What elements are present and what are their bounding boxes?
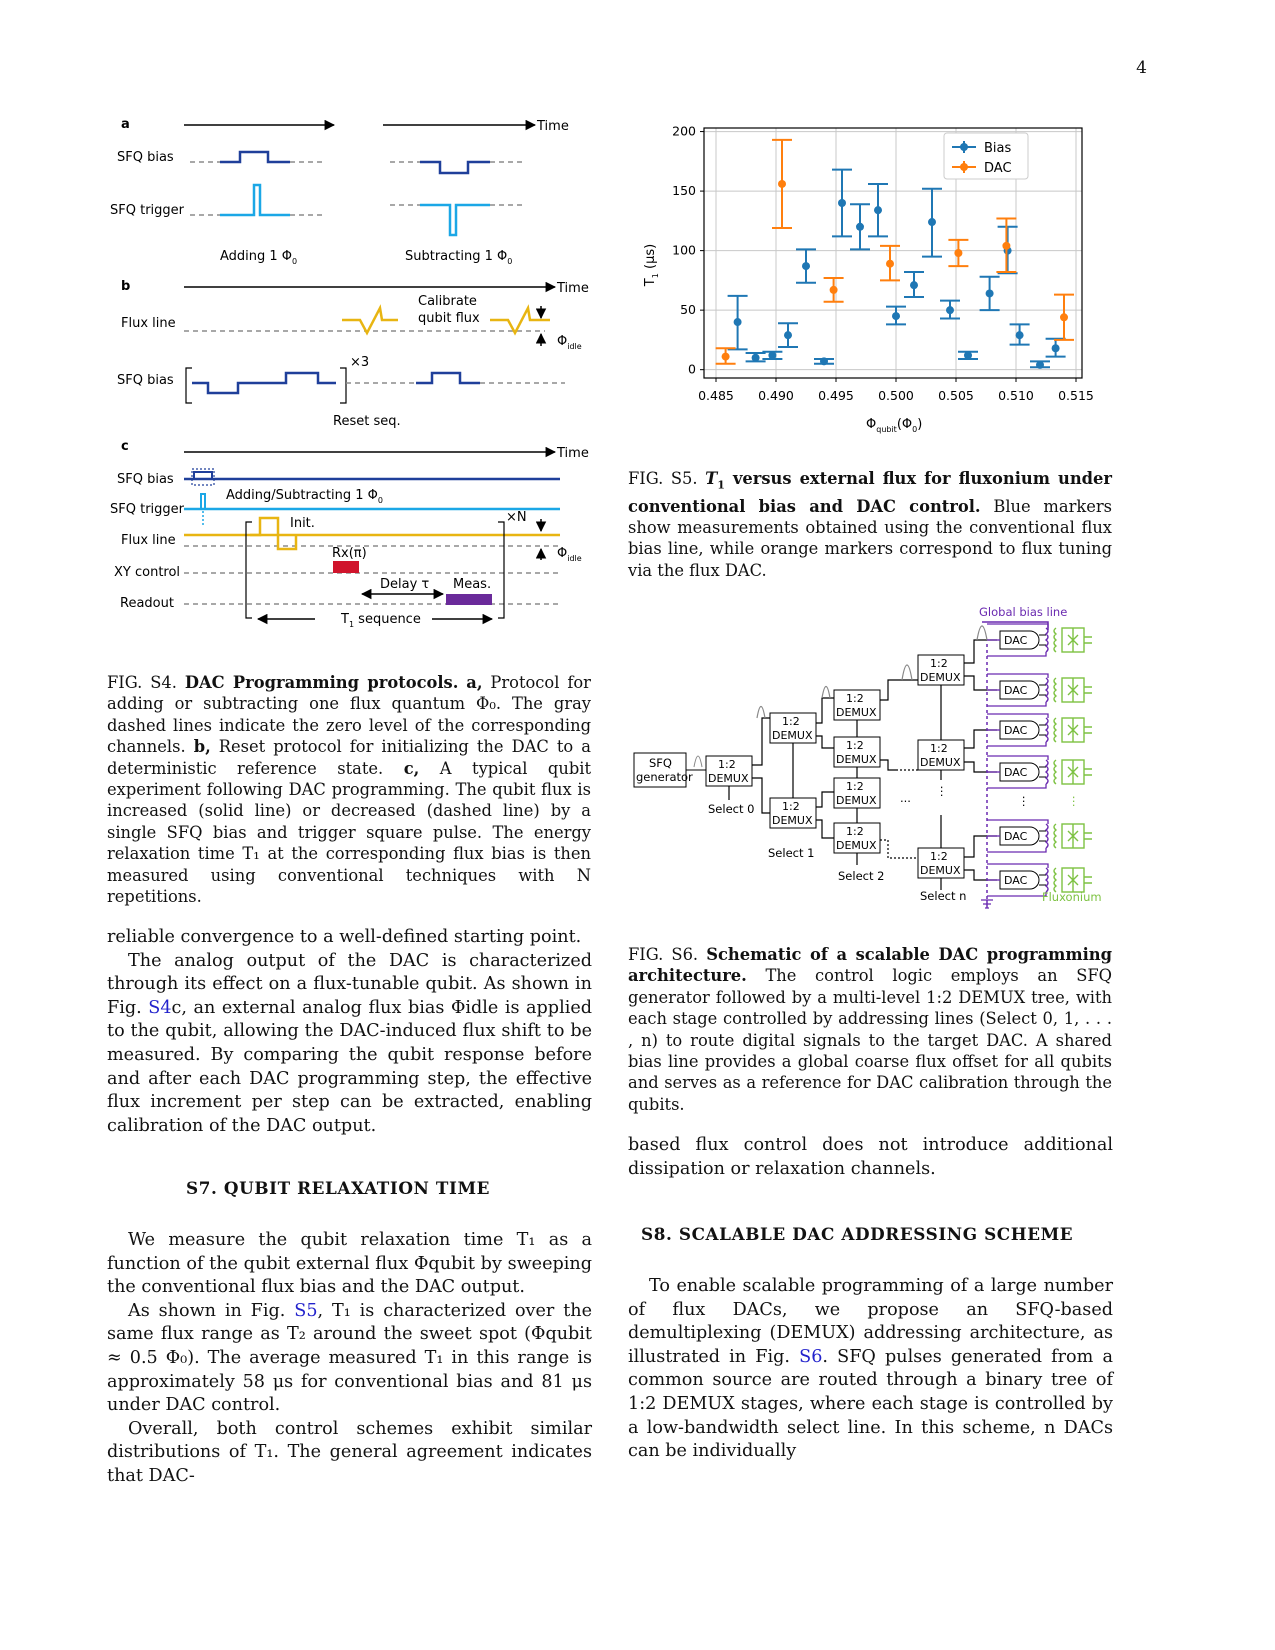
data-point: [768, 351, 776, 359]
panel-b-flux-line-label: Flux line: [121, 316, 176, 331]
dac-3: [987, 714, 1092, 746]
x-tick-label: 0.505: [938, 388, 974, 403]
svg-text:DEMUX: DEMUX: [708, 772, 749, 785]
flux-ramp-1: [342, 308, 398, 333]
fig-s5-caption-text: Blue markers show measurements obtained using the conventional flux bias line, while orange markers correspond to flux tuning via the flux DAC.: [628, 496, 1112, 580]
data-point: [752, 354, 760, 362]
svg-text:DAC: DAC: [1004, 830, 1028, 843]
fig-s5-caption: [628, 468, 1112, 581]
svg-text:1:2: 1:2: [930, 850, 948, 863]
svg-text:1:2: 1:2: [846, 780, 864, 793]
data-point: [954, 249, 962, 257]
panel-c-sfq-trigger-label: SFQ trigger: [110, 502, 184, 517]
selectn-label: Select n: [920, 889, 967, 903]
data-point: [910, 281, 918, 289]
subtracting-trigger-pulse: [420, 205, 490, 235]
panel-a-label: a: [121, 117, 130, 132]
fig-s4-protocol-diagram: [100, 108, 600, 648]
data-point: [838, 199, 846, 207]
data-point: [886, 260, 894, 268]
caption-c-marker: c,: [403, 758, 420, 778]
svg-text:1:2: 1:2: [718, 758, 736, 771]
left-paragraph-2: The analog output of the DAC is characterized through its effect on a flux-tunable qubit. As shown in Fig. S4c, an external analog flux bias Φidle is applied to the qubit, allowing the DAC-induced flux shift to be measured. By comparing the qubit response before and after each DAC programming step, the effective flux increment per step can be extracted, enabling calibration of the DAC output.: [107, 950, 592, 1136]
svg-text:1:2: 1:2: [930, 657, 948, 670]
data-point: [1036, 361, 1044, 369]
y-tick-label: 100: [672, 242, 696, 258]
fig-s4-link[interactable]: S4: [148, 997, 172, 1018]
select1-label: Select 1: [768, 846, 815, 860]
y-axis-label: $T_1$ (μs): [643, 243, 660, 287]
caption-c-text: A typical qubit experiment following DAC programming. The qubit flux is increased (solid line) or decreased (dashed line) by a single SFQ bias and trigger square pulse. The energy relaxation time T₁ at the corresponding flux bias is then measured using conventional techniques with N repetitions.: [107, 758, 591, 907]
init-label: Init.: [290, 516, 315, 531]
y-tick-label: 150: [672, 183, 696, 199]
svg-text:DEMUX: DEMUX: [836, 706, 877, 719]
svg-text:DEMUX: DEMUX: [836, 794, 877, 807]
demux-l3-4: [834, 823, 880, 853]
left-paragraph-1: reliable convergence to a well-defined starting point.: [107, 927, 582, 947]
svg-text:DEMUX: DEMUX: [920, 864, 961, 877]
generator-label: generator: [636, 770, 693, 784]
panel-b-label: b: [121, 279, 131, 294]
demux-ln-bottom: [918, 848, 964, 878]
x-tick-label: 0.515: [1058, 388, 1094, 403]
fig-s4-caption-title: DAC Programming protocols.: [184, 673, 459, 692]
svg-text:DEMUX: DEMUX: [772, 729, 813, 742]
data-point: [986, 289, 994, 297]
section-s7-text: [107, 1229, 592, 1489]
data-point: [1016, 331, 1024, 339]
panel-c-phi-idle: $\Phi_{idle}$: [557, 546, 582, 563]
panel-c-time-label: Time: [557, 446, 589, 461]
adding-subtracting-label: Adding/Subtracting 1 $\Phi_0$: [226, 488, 384, 505]
fig-s4-caption: [107, 672, 591, 907]
demux-ln-top: [918, 655, 964, 685]
legend-marker: [960, 143, 968, 151]
reset-seq-pulses: [192, 373, 336, 393]
demux-l2-top: [770, 713, 816, 743]
calibrate-label-2: qubit flux: [418, 311, 480, 326]
init-pulse-down: [278, 535, 296, 549]
caption-b-text: Reset protocol for initializing the DAC to a deterministic reference state.: [107, 737, 591, 778]
section-s8-text: [628, 1275, 1113, 1464]
reset-seq-label: Reset seq.: [333, 414, 401, 429]
svg-text:DAC: DAC: [1004, 766, 1028, 779]
subtracting-bias-pulse: [420, 162, 490, 173]
subtracting-label: Subtracting 1 $\Phi_0$: [405, 249, 513, 266]
panel-b-phi-idle: $\Phi_{idle}$: [557, 334, 582, 351]
y-tick-label: 0: [688, 361, 696, 377]
data-point: [722, 353, 730, 361]
right-body-text: [628, 1134, 1113, 1181]
data-point: [892, 312, 900, 320]
right-paragraph-1: based flux control does not introduce additional dissipation or relaxation channels.: [628, 1135, 1113, 1179]
demux-l1: [706, 756, 752, 786]
t1-sequence-label: $T_1$ sequence: [341, 612, 421, 629]
final-bias-pulse: [416, 373, 480, 383]
s7-paragraph-3: Overall, both control schemes exhibit similar distributions of T₁. The general agreement indicates that DAC-: [107, 1418, 592, 1486]
dac-5: [987, 820, 1092, 852]
section-s8-heading: S8. SCALABLE DAC ADDRESSING SCHEME: [641, 1224, 1074, 1244]
delay-label: Delay τ: [380, 577, 430, 592]
calibrate-label-1: Calibrate: [418, 294, 477, 309]
fig-s6-caption-label: FIG. S6.: [628, 945, 699, 964]
data-point: [1002, 242, 1010, 250]
svg-text:DAC: DAC: [1004, 634, 1028, 647]
left-body-text: [107, 926, 592, 1138]
demux-l3-1: [834, 690, 880, 720]
data-point: [946, 306, 954, 314]
times3-label: ×3: [350, 355, 370, 370]
global-bias-line-label: Global bias line: [979, 605, 1068, 619]
data-point: [784, 331, 792, 339]
dac-1: [987, 624, 1092, 656]
panel-a-sfq-trigger-label: SFQ trigger: [110, 203, 184, 218]
demux-l3-3: [834, 778, 880, 808]
data-point: [830, 286, 838, 294]
svg-text:1:2: 1:2: [846, 739, 864, 752]
x-tick-label: 0.490: [758, 388, 794, 403]
svg-text:1:2: 1:2: [846, 692, 864, 705]
svg-text:1:2: 1:2: [846, 825, 864, 838]
legend-label-dac: DAC: [984, 161, 1012, 176]
adding-label: Adding 1 $\Phi_0$: [220, 249, 298, 266]
times-n-label: ×N: [506, 510, 527, 525]
fig-s4-caption-label: FIG. S4.: [107, 673, 177, 692]
s7-paragraph-1: We measure the qubit relaxation time T₁ as a function of the qubit external flux Φqubit by sweeping the conventional flux bias and the DAC output.: [107, 1230, 592, 1298]
fig-s6-caption-text: The control logic employs an SFQ generator followed by a multi-level 1:2 DEMUX tree, with each stage controlled by addressing lines (Select 0, 1, . . . , n) to route digital signals to the target DAC. A shared bias line provides a global coarse flux offset for all qubits and serves as a reference for DAC calibration through the qubits.: [628, 966, 1112, 1114]
data-point: [856, 223, 864, 231]
s8-paragraph-1: To enable scalable programming of a large number of flux DACs, we propose an SFQ-based demultiplexing (DEMUX) addressing architecture, as illustrated in Fig. S6. SFQ pulses generated from a common source are routed through a binary tree of 1:2 DEMUX stages, where each stage is controlled by a low-bandwidth select line. In this scheme, n DACs can be individually: [628, 1276, 1114, 1462]
x-tick-label: 0.485: [698, 388, 734, 403]
data-point: [734, 318, 742, 326]
dots-vertical-1: ⋮: [936, 784, 948, 798]
fig-s6-caption-title: Schematic of a scalable DAC programming architecture.: [628, 945, 1112, 986]
page-number: 4: [1136, 58, 1147, 78]
sfq-label: SFQ: [649, 756, 672, 770]
x-tick-label: 0.495: [818, 388, 854, 403]
y-tick-label: 50: [680, 302, 696, 318]
caption-b-marker: b,: [193, 737, 211, 757]
dots-vertical-2: ⋮: [1018, 794, 1030, 808]
fig-s6-link[interactable]: S6: [799, 1346, 823, 1367]
fig-s5-caption-title: $T_1$ versus external flux for fluxonium under conventional bias and DAC control.: [628, 469, 1112, 516]
svg-text:DAC: DAC: [1004, 724, 1028, 737]
dots-horizontal: ...: [900, 791, 911, 805]
readout-label: Readout: [120, 596, 174, 611]
fluxonium-label: Fluxonium: [1042, 890, 1102, 904]
init-pulse-up: [250, 518, 278, 535]
demux-l2-bottom: [770, 798, 816, 828]
series-bias: [728, 170, 1066, 369]
fig-s6-caption: [628, 944, 1112, 1115]
panel-c-label: c: [121, 439, 129, 454]
caption-a-marker: a,: [466, 673, 483, 692]
chart-legend: [944, 133, 1028, 179]
panel-c-sfq-bias-label: SFQ bias: [117, 472, 174, 487]
data-point: [1052, 344, 1060, 352]
svg-text:1:2: 1:2: [782, 800, 800, 813]
data-point: [928, 218, 936, 226]
adding-bias-pulse: [220, 152, 290, 162]
data-point: [874, 206, 882, 214]
fig-s5-caption-label: FIG. S5.: [628, 469, 698, 488]
fig-s5-link[interactable]: S5: [294, 1300, 318, 1321]
svg-text:1:2: 1:2: [930, 742, 948, 755]
select2-label: Select 2: [838, 869, 885, 883]
demux-ln-mid: [918, 740, 964, 770]
s7-paragraph-2: As shown in Fig. S5, T₁ is characterized over the same flux range as T₂ around the sweet spot (Φqubit ≈ 0.5 Φ₀). The average measured T₁ in this range is approximately 58 μs for conventional bias and 81 μs under DAC control.: [107, 1300, 593, 1416]
x-axis-label: $\Phi_{qubit}(\Phi_0)$: [866, 417, 923, 434]
svg-text:DAC: DAC: [1004, 684, 1028, 697]
panel-a-time-label: Time: [537, 119, 569, 134]
svg-text:DEMUX: DEMUX: [836, 839, 877, 852]
svg-text:DAC: DAC: [1004, 874, 1028, 887]
data-point: [802, 262, 810, 270]
meas-pulse: [446, 594, 492, 605]
legend-marker: [960, 163, 968, 171]
data-point: [778, 180, 786, 188]
panel-a-sfq-bias-label: SFQ bias: [117, 150, 174, 165]
panel-c-flux-line-label: Flux line: [121, 533, 176, 548]
data-point: [820, 357, 828, 365]
dac-4: [987, 756, 1092, 788]
panel-b-sfq-bias-label: SFQ bias: [117, 373, 174, 388]
y-tick-label: 200: [672, 123, 696, 139]
caption-a-text: Protocol for adding or subtracting one flux quantum Φ₀. The gray dashed lines indicate the zero level of the corresponding channels.: [107, 673, 591, 757]
legend-label-bias: Bias: [984, 141, 1012, 156]
dac-2: [987, 674, 1092, 706]
data-point: [964, 351, 972, 359]
data-point: [1060, 313, 1068, 321]
panel-b-time-label: Time: [557, 281, 589, 296]
fig-s5-t1-chart: [632, 115, 1112, 445]
rx-label: Rx(π): [332, 546, 367, 561]
fig-s6-demux-schematic: [632, 600, 1112, 910]
svg-text:DEMUX: DEMUX: [836, 753, 877, 766]
rx-pulse: [333, 561, 359, 573]
demux-l3-2: [834, 737, 880, 767]
x-tick-label: 0.500: [878, 388, 914, 403]
svg-text:DEMUX: DEMUX: [920, 756, 961, 769]
select0-label: Select 0: [708, 802, 755, 816]
x-tick-label: 0.510: [998, 388, 1034, 403]
svg-text:1:2: 1:2: [782, 715, 800, 728]
dots-vertical-3: ⋮: [1068, 794, 1080, 808]
svg-text:DEMUX: DEMUX: [920, 671, 961, 684]
svg-text:DEMUX: DEMUX: [772, 814, 813, 827]
adding-trigger-pulse: [220, 185, 290, 215]
xy-control-label: XY control: [114, 565, 181, 580]
meas-label: Meas.: [453, 577, 492, 592]
section-s7-heading: S7. QUBIT RELAXATION TIME: [186, 1178, 491, 1198]
